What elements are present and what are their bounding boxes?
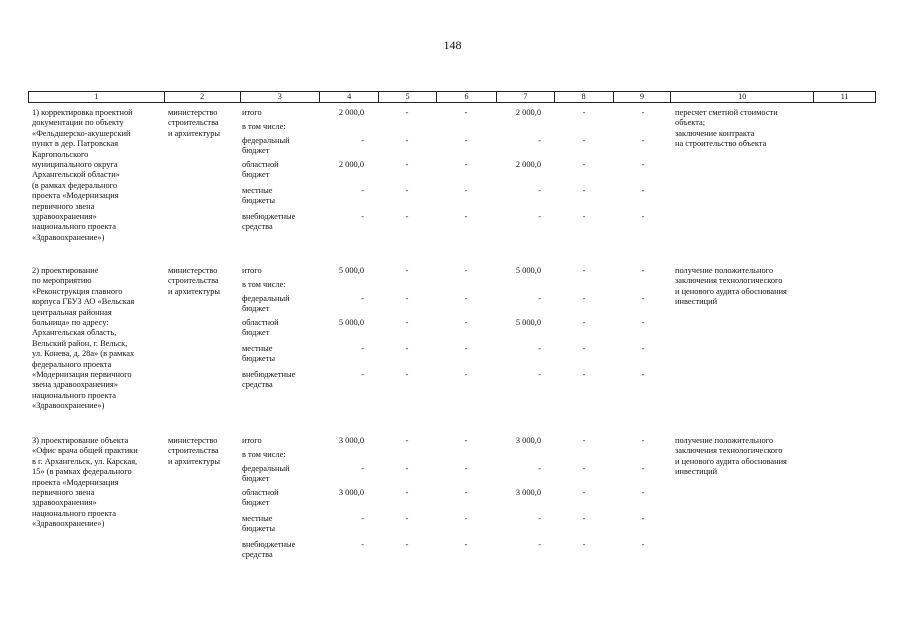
value-col-4: -: [361, 294, 364, 303]
responsible-executor: министерство строительства и архитектуры: [168, 266, 221, 296]
value-col-7: 2 000,0: [515, 160, 541, 169]
header-col-10: 10: [671, 92, 814, 102]
value-col-7: 5 000,0: [515, 266, 541, 275]
value-col-5: -: [405, 370, 409, 379]
value-col-4: -: [361, 540, 364, 549]
header-col-9: 9: [614, 92, 672, 102]
funding-source-label: областной бюджет: [242, 488, 279, 508]
value-col-9: -: [641, 212, 645, 221]
value-col-7: -: [538, 464, 541, 473]
value-col-6: -: [464, 514, 468, 523]
value-col-7: -: [538, 136, 541, 145]
value-col-6: -: [464, 294, 468, 303]
value-col-6: -: [464, 266, 468, 275]
header-col-7: 7: [497, 92, 555, 102]
value-col-8: -: [582, 488, 586, 497]
value-col-9: -: [641, 186, 645, 195]
value-col-4: 5 000,0: [338, 318, 364, 327]
value-col-6: -: [464, 436, 468, 445]
value-col-8: -: [582, 370, 586, 379]
funding-source-label: в том числе:: [242, 122, 286, 131]
value-col-8: -: [582, 436, 586, 445]
header-col-5: 5: [379, 92, 437, 102]
value-col-9: -: [641, 436, 645, 445]
funding-source-label: местные бюджеты: [242, 344, 276, 364]
value-col-6: -: [464, 212, 468, 221]
value-col-5: -: [405, 464, 409, 473]
value-col-8: -: [582, 212, 586, 221]
value-col-7: 5 000,0: [515, 318, 541, 327]
value-col-4: -: [361, 370, 364, 379]
value-col-9: -: [641, 318, 645, 327]
value-col-5: -: [405, 344, 409, 353]
value-col-4: 2 000,0: [338, 160, 364, 169]
funding-source-label: федеральный бюджет: [242, 464, 290, 484]
value-col-6: -: [464, 488, 468, 497]
value-col-6: -: [464, 108, 468, 117]
value-col-6: -: [464, 344, 468, 353]
value-col-5: -: [405, 136, 409, 145]
value-col-9: -: [641, 344, 645, 353]
funding-source-label: областной бюджет: [242, 160, 279, 180]
funding-source-label: итого: [242, 436, 262, 445]
funding-source-label: областной бюджет: [242, 318, 279, 338]
value-col-7: -: [538, 212, 541, 221]
funding-source-label: местные бюджеты: [242, 186, 276, 206]
column-number-header: [28, 91, 876, 103]
header-col-11: 11: [840, 92, 849, 101]
value-col-7: 3 000,0: [515, 436, 541, 445]
value-col-4: -: [361, 464, 364, 473]
value-col-6: -: [464, 186, 468, 195]
value-col-8: -: [582, 266, 586, 275]
value-col-6: -: [464, 540, 468, 549]
value-col-9: -: [641, 514, 645, 523]
expected-result: получение положительного заключения технологического и ценового аудита обоснования инвестиций: [675, 436, 787, 477]
measure-name: 2) проектирование по мероприятию «Реконструкция главного корпуса ГБУЗ АО «Вельская центральная районная больница» по адресу: Архангельская область, Вельский район, г. Вельск, ул. Конева, д. 28а» (в рамках федерального проекта «Модернизация первичного звена здравоохранения» национального проекта «Здравоохранение»): [32, 266, 135, 411]
value-col-7: -: [538, 514, 541, 523]
page-number: 148: [443, 38, 462, 52]
expected-result: пересчет сметной стоимости объекта; заключение контракта на строительство объекта: [675, 108, 778, 149]
header-col-2: 2: [165, 92, 241, 102]
value-col-9: -: [641, 136, 645, 145]
value-col-8: -: [582, 318, 586, 327]
value-col-4: 2 000,0: [338, 108, 364, 117]
value-col-9: -: [641, 464, 645, 473]
value-col-5: -: [405, 212, 409, 221]
measure-name: 3) проектирование объекта «Офис врача общей практики в г. Архангельск, ул. Карская, 15» (в рамках федерального проекта «Модернизация первичного звена здравоохранения» национального проекта «Здравоохранение»): [32, 436, 138, 529]
value-col-8: -: [582, 108, 586, 117]
value-col-9: -: [641, 108, 645, 117]
header-col-8: 8: [555, 92, 614, 102]
value-col-8: -: [582, 186, 586, 195]
value-col-4: -: [361, 212, 364, 221]
value-col-9: -: [641, 540, 645, 549]
header-col-4: 4: [320, 92, 379, 102]
value-col-8: -: [582, 464, 586, 473]
value-col-5: -: [405, 108, 409, 117]
value-col-5: -: [405, 186, 409, 195]
value-col-5: -: [405, 488, 409, 497]
value-col-9: -: [641, 370, 645, 379]
value-col-4: 5 000,0: [338, 266, 364, 275]
value-col-6: -: [464, 318, 468, 327]
value-col-5: -: [405, 318, 409, 327]
value-col-6: -: [464, 370, 468, 379]
value-col-6: -: [464, 464, 468, 473]
value-col-7: -: [538, 186, 541, 195]
value-col-4: -: [361, 186, 364, 195]
value-col-5: -: [405, 160, 409, 169]
value-col-4: 3 000,0: [338, 436, 364, 445]
value-col-6: -: [464, 136, 468, 145]
funding-source-label: местные бюджеты: [242, 514, 276, 534]
value-col-9: -: [641, 160, 645, 169]
funding-source-label: федеральный бюджет: [242, 294, 290, 314]
value-col-4: -: [361, 136, 364, 145]
funding-source-label: в том числе:: [242, 450, 286, 459]
value-col-7: 3 000,0: [515, 488, 541, 497]
value-col-8: -: [582, 514, 586, 523]
value-col-8: -: [582, 540, 586, 549]
header-col-6: 6: [437, 92, 497, 102]
value-col-8: -: [582, 136, 586, 145]
value-col-4: 3 000,0: [338, 488, 364, 497]
value-col-4: -: [361, 344, 364, 353]
funding-source-label: итого: [242, 266, 262, 275]
value-col-8: -: [582, 344, 586, 353]
value-col-7: -: [538, 294, 541, 303]
value-col-7: -: [538, 344, 541, 353]
value-col-8: -: [582, 294, 586, 303]
value-col-7: 2 000,0: [515, 108, 541, 117]
value-col-5: -: [405, 266, 409, 275]
responsible-executor: министерство строительства и архитектуры: [168, 436, 221, 466]
header-col-3: 3: [241, 92, 321, 102]
value-col-6: -: [464, 160, 468, 169]
value-col-9: -: [641, 266, 645, 275]
funding-source-label: внебюджетные средства: [242, 370, 296, 390]
value-col-8: -: [582, 160, 586, 169]
value-col-9: -: [641, 294, 645, 303]
expected-result: получение положительного заключения технологического и ценового аудита обоснования инвестиций: [675, 266, 787, 307]
funding-source-label: в том числе:: [242, 280, 286, 289]
header-col-1: 1: [29, 92, 165, 102]
value-col-5: -: [405, 514, 409, 523]
value-col-7: -: [538, 540, 541, 549]
value-col-5: -: [405, 294, 409, 303]
responsible-executor: министерство строительства и архитектуры: [168, 108, 221, 138]
value-col-5: -: [405, 540, 409, 549]
funding-source-label: итого: [242, 108, 262, 117]
funding-source-label: федеральный бюджет: [242, 136, 290, 156]
measure-name: 1) корректировка проектной документации по объекту «Фельдшерско-акушерский пункт в дер. Патровская Каргопольского муниципального округа Архангельской области» (в рамках федерального проекта «Модернизация первичного звена здравоохранения» национального проекта «Здравоохранение»): [32, 108, 133, 242]
value-col-9: -: [641, 488, 645, 497]
value-col-7: -: [538, 370, 541, 379]
funding-source-label: внебюджетные средства: [242, 540, 296, 560]
funding-source-label: внебюджетные средства: [242, 212, 296, 232]
value-col-4: -: [361, 514, 364, 523]
value-col-5: -: [405, 436, 409, 445]
